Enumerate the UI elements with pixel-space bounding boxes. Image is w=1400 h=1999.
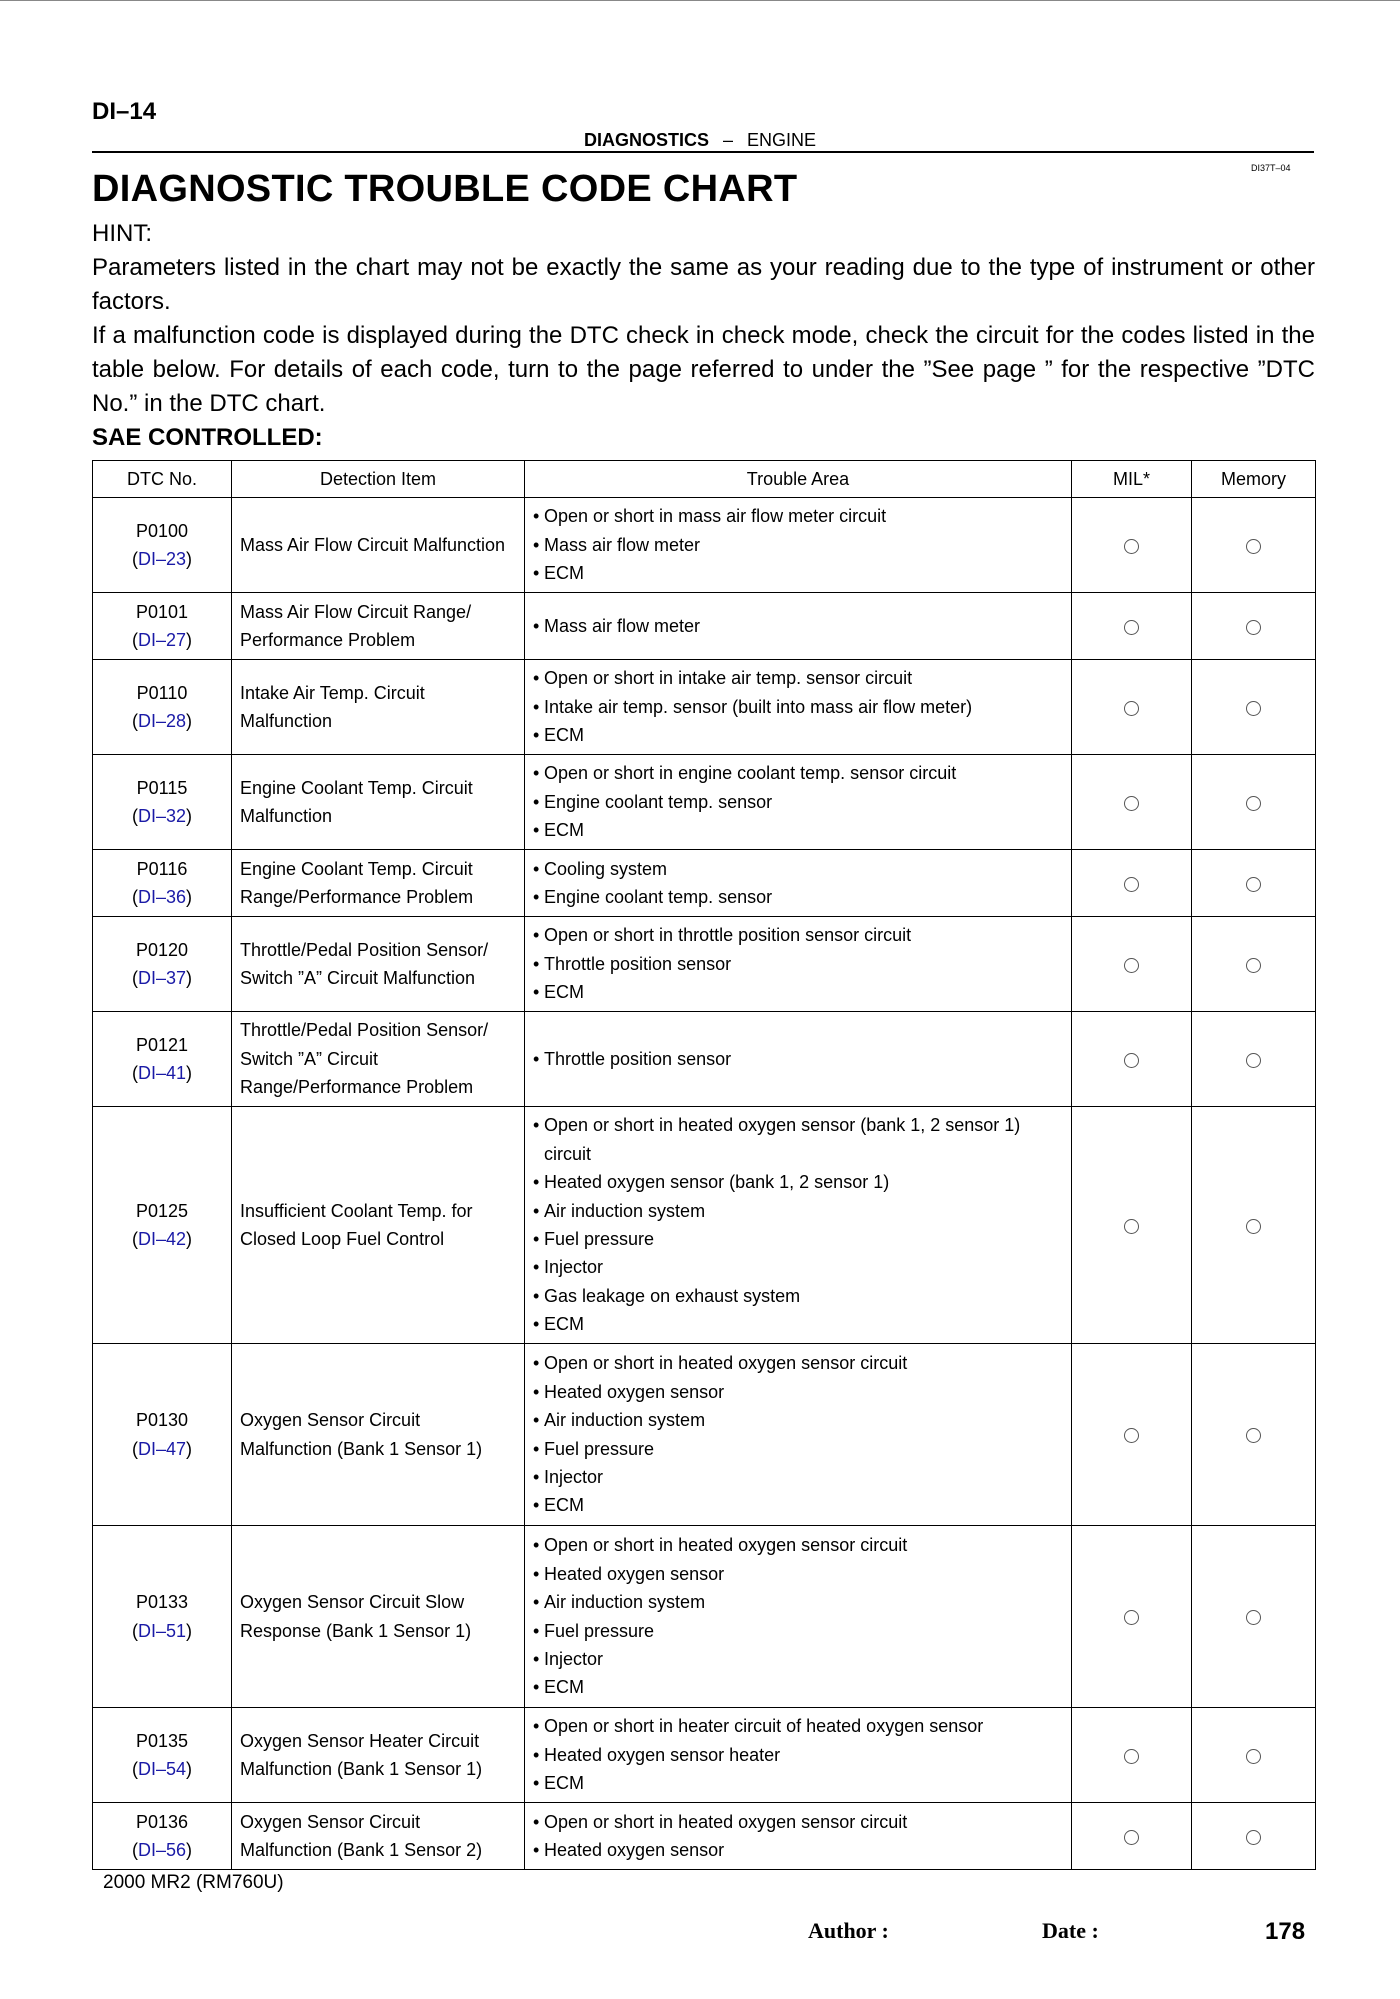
memory-cell [1192, 593, 1316, 660]
page-reference-link[interactable]: DI–54 [137, 1759, 187, 1779]
trouble-area-item: • Open or short in intake air temp. sensor circuit [531, 664, 1065, 692]
dtc-code-cell [93, 1107, 232, 1344]
trouble-area-cell [525, 1107, 1072, 1344]
mil-cell [1072, 850, 1192, 917]
mil-cell [1072, 1107, 1192, 1344]
trouble-area-cell [525, 917, 1072, 1012]
dtc-table [92, 460, 1316, 1870]
trouble-area-list [531, 1045, 1065, 1073]
subsection-title: ENGINE [747, 130, 817, 150]
trouble-area-item: • Gas leakage on exhaust system [531, 1282, 1065, 1310]
header-rule [92, 151, 1314, 153]
memory-circle-icon [1246, 1428, 1261, 1443]
trouble-area-list [531, 612, 1065, 640]
memory-circle-icon [1246, 620, 1261, 635]
detection-item: Throttle/Pedal Position Sensor/ Switch ”A” Circuit Malfunction [232, 917, 525, 1012]
trouble-area-item: • Injector [531, 1463, 1065, 1491]
trouble-area-list [531, 1349, 1065, 1519]
trouble-area-item: • ECM [531, 978, 1065, 1006]
mil-circle-icon [1124, 877, 1139, 892]
page-reference-link[interactable]: DI–56 [137, 1840, 187, 1860]
table-row [93, 755, 1316, 850]
trouble-area-item: • Air induction system [531, 1406, 1065, 1434]
dtc-code-cell [93, 498, 232, 593]
memory-cell [1192, 1344, 1316, 1526]
trouble-area-item: • Air induction system [531, 1197, 1065, 1225]
mil-cell [1072, 917, 1192, 1012]
dtc-code: P0133 [135, 1592, 189, 1613]
mil-cell [1072, 1708, 1192, 1803]
header-trouble-area: Trouble Area [525, 461, 1072, 498]
detection-item: Mass Air Flow Circuit Malfunction [232, 498, 525, 593]
trouble-area-cell [525, 1344, 1072, 1526]
page-reference-link[interactable]: DI–28 [137, 711, 187, 731]
trouble-area-item: • ECM [531, 1769, 1065, 1797]
mil-circle-icon [1124, 1428, 1139, 1443]
trouble-area-list [531, 1111, 1065, 1338]
header-memory: Memory [1192, 461, 1316, 498]
table-row [93, 1107, 1316, 1344]
trouble-area-item: • Open or short in mass air flow meter circuit [531, 502, 1065, 530]
dtc-code: P0101 [135, 601, 189, 622]
dtc-code: P0116 [136, 858, 188, 879]
trouble-area-item: • ECM [531, 1491, 1065, 1519]
trouble-area-item: • Fuel pressure [531, 1617, 1065, 1645]
footer-model: 2000 MR2 (RM760U) [103, 1872, 284, 1893]
memory-circle-icon [1246, 958, 1261, 973]
memory-circle-icon [1246, 539, 1261, 554]
top-border-line [0, 0, 1400, 1]
mil-cell [1072, 660, 1192, 755]
page-reference-link[interactable]: DI–23 [137, 549, 187, 569]
trouble-area-item: • Fuel pressure [531, 1435, 1065, 1463]
table-row [93, 593, 1316, 660]
page-reference-link[interactable]: DI–37 [137, 968, 187, 988]
mil-circle-icon [1124, 1749, 1139, 1764]
memory-cell [1192, 850, 1316, 917]
table-row [93, 1803, 1316, 1870]
mil-circle-icon [1124, 701, 1139, 716]
page-number: 178 [1265, 1918, 1306, 1945]
page-reference[interactable]: (DI–32) [131, 806, 193, 826]
mil-circle-icon [1124, 1830, 1139, 1845]
trouble-area-item: • Throttle position sensor [531, 1045, 1065, 1073]
trouble-area-item: • Cooling system [531, 855, 1065, 883]
detection-item: Engine Coolant Temp. Circuit Malfunction [232, 755, 525, 850]
page-reference[interactable]: (DI–37) [131, 968, 193, 988]
header-detection-item: Detection Item [232, 461, 525, 498]
hint-paragraph-2: If a malfunction code is displayed during the DTC check in check mode, check the circuit for the codes listed in the table below. For details of each code, turn to the page referred to under the ”See page ” for the respective ”DTC No.” in the DTC chart. [92, 322, 1315, 417]
mil-cell [1072, 498, 1192, 593]
page-reference[interactable]: (DI–51) [131, 1620, 193, 1641]
trouble-area-list [531, 1808, 1065, 1865]
dtc-code: P0100 [135, 520, 189, 541]
detection-item: Intake Air Temp. Circuit Malfunction [232, 660, 525, 755]
page-reference[interactable]: (DI–42) [131, 1229, 193, 1249]
memory-circle-icon [1246, 1053, 1261, 1068]
page-reference-link[interactable]: DI–47 [137, 1438, 187, 1459]
trouble-area-item: • Heated oxygen sensor heater [531, 1741, 1065, 1769]
memory-cell [1192, 1526, 1316, 1708]
mil-circle-icon [1124, 796, 1139, 811]
page-reference[interactable]: (DI–27) [131, 630, 193, 650]
memory-circle-icon [1246, 1830, 1261, 1845]
trouble-area-cell [525, 1708, 1072, 1803]
page-reference-link[interactable]: DI–36 [137, 887, 187, 907]
trouble-area-item: • Heated oxygen sensor (bank 1, 2 sensor 1) [531, 1168, 1065, 1196]
detection-item: Oxygen Sensor Heater Circuit Malfunction (Bank 1 Sensor 1) [232, 1708, 525, 1803]
intro-text [92, 217, 1315, 455]
mil-circle-icon [1124, 620, 1139, 635]
memory-cell [1192, 1708, 1316, 1803]
trouble-area-item: • ECM [531, 1310, 1065, 1338]
trouble-area-item: • Heated oxygen sensor [531, 1560, 1065, 1588]
memory-cell [1192, 1107, 1316, 1344]
page-reference-link[interactable]: DI–42 [137, 1229, 187, 1249]
memory-circle-icon [1246, 1610, 1261, 1625]
date-label: Date : [1042, 1918, 1099, 1943]
trouble-area-item: • Air induction system [531, 1588, 1065, 1616]
trouble-area-item: • Injector [531, 1253, 1065, 1281]
hint-paragraph-1: Parameters listed in the chart may not be exactly the same as your reading due to the type of instrument or other factors. [92, 254, 1315, 315]
dtc-code-cell [93, 755, 232, 850]
dtc-code-cell [93, 593, 232, 660]
page-reference-link[interactable]: DI–32 [137, 806, 187, 826]
dtc-code-cell [93, 1012, 232, 1107]
dtc-code-cell [93, 1344, 232, 1526]
memory-cell [1192, 498, 1316, 593]
memory-circle-icon [1246, 1219, 1261, 1234]
page-reference[interactable]: (DI–23) [131, 549, 193, 569]
mil-circle-icon [1124, 1053, 1139, 1068]
trouble-area-item: • Injector [531, 1645, 1065, 1673]
trouble-area-item: • Open or short in heated oxygen sensor circuit [531, 1349, 1065, 1377]
trouble-area-list [531, 664, 1065, 749]
trouble-area-item: • Throttle position sensor [531, 950, 1065, 978]
section-title: DIAGNOSTICS [583, 130, 709, 150]
detection-item: Throttle/Pedal Position Sensor/ Switch ”A” Circuit Range/Performance Problem [232, 1012, 525, 1107]
header-dtc-no: DTC No. [93, 461, 232, 498]
memory-circle-icon [1246, 796, 1261, 811]
detection-item: Oxygen Sensor Circuit Malfunction (Bank 1 Sensor 1) [232, 1344, 525, 1526]
trouble-area-item: • ECM [531, 1673, 1065, 1701]
mil-cell [1072, 593, 1192, 660]
trouble-area-cell [525, 850, 1072, 917]
trouble-area-item: • Fuel pressure [531, 1225, 1065, 1253]
table-row [93, 1012, 1316, 1107]
page-reference-link[interactable]: DI–27 [137, 630, 187, 650]
page-title: DIAGNOSTIC TROUBLE CODE CHART [92, 168, 798, 210]
mil-circle-icon [1124, 539, 1139, 554]
trouble-area-item: • Open or short in heated oxygen sensor circuit [531, 1808, 1065, 1836]
mil-cell [1072, 1803, 1192, 1870]
mil-circle-icon [1124, 1219, 1139, 1234]
trouble-area-item: • Open or short in heated oxygen sensor circuit [531, 1531, 1065, 1559]
trouble-area-list [531, 1712, 1065, 1797]
memory-cell [1192, 917, 1316, 1012]
trouble-area-item: • Heated oxygen sensor [531, 1836, 1065, 1864]
page-reference[interactable]: (DI–47) [131, 1438, 193, 1459]
page-reference[interactable]: (DI–41) [131, 1063, 193, 1083]
dtc-code: P0115 [136, 777, 188, 798]
memory-circle-icon [1246, 877, 1261, 892]
dtc-code: P0120 [135, 939, 189, 960]
trouble-area-item: • Engine coolant temp. sensor [531, 788, 1065, 816]
page-reference[interactable]: (DI–54) [131, 1759, 193, 1779]
dtc-code: P0135 [135, 1730, 189, 1751]
memory-cell [1192, 755, 1316, 850]
page-reference[interactable]: (DI–28) [131, 711, 193, 731]
trouble-area-list [531, 921, 1065, 1006]
page-reference-link[interactable]: DI–41 [137, 1063, 187, 1083]
mil-cell [1072, 1526, 1192, 1708]
dtc-code-cell [93, 1708, 232, 1803]
page-reference[interactable]: (DI–36) [131, 887, 193, 907]
trouble-area-item: • Open or short in throttle position sensor circuit [531, 921, 1065, 949]
mil-circle-icon [1124, 1610, 1139, 1625]
memory-cell [1192, 1012, 1316, 1107]
trouble-area-list [531, 502, 1065, 587]
trouble-area-item: • Open or short in heated oxygen sensor (bank 1, 2 sensor 1) circuit [531, 1111, 1065, 1168]
trouble-area-item: • Mass air flow meter [531, 531, 1065, 559]
author-label: Author : [808, 1918, 889, 1943]
table-row [93, 1344, 1316, 1526]
memory-circle-icon [1246, 701, 1261, 716]
page-reference-link[interactable]: DI–51 [137, 1620, 187, 1641]
trouble-area-list [531, 855, 1065, 912]
memory-cell [1192, 660, 1316, 755]
detection-item: Mass Air Flow Circuit Range/ Performance Problem [232, 593, 525, 660]
table-row [93, 917, 1316, 1012]
page-id: DI–14 [92, 98, 157, 125]
dtc-code-cell [93, 1803, 232, 1870]
dtc-code: P0121 [135, 1034, 189, 1055]
section-subheading: SAE CONTROLLED: [92, 424, 323, 451]
dtc-code-cell [93, 917, 232, 1012]
trouble-area-item: • ECM [531, 559, 1065, 587]
dtc-code: P0110 [136, 682, 188, 703]
trouble-area-cell [525, 660, 1072, 755]
table-row [93, 1708, 1316, 1803]
trouble-area-list [531, 1531, 1065, 1701]
table-row [93, 1526, 1316, 1708]
detection-item: Oxygen Sensor Circuit Malfunction (Bank 1 Sensor 2) [232, 1803, 525, 1870]
trouble-area-item: • Open or short in engine coolant temp. sensor circuit [531, 759, 1065, 787]
memory-cell [1192, 1803, 1316, 1870]
trouble-area-item: • Intake air temp. sensor (built into mass air flow meter) [531, 693, 1065, 721]
dtc-code-cell [93, 660, 232, 755]
memory-circle-icon [1246, 1749, 1261, 1764]
trouble-area-item: • ECM [531, 721, 1065, 749]
page-reference[interactable]: (DI–56) [131, 1840, 193, 1860]
table-row [93, 660, 1316, 755]
dtc-code-cell [93, 1526, 232, 1708]
trouble-area-item: • Heated oxygen sensor [531, 1378, 1065, 1406]
document-code: DI37T–04 [1251, 163, 1291, 173]
trouble-area-cell [525, 1012, 1072, 1107]
detection-item: Engine Coolant Temp. Circuit Range/Performance Problem [232, 850, 525, 917]
table-body [93, 498, 1316, 1870]
mil-circle-icon [1124, 958, 1139, 973]
trouble-area-cell [525, 498, 1072, 593]
detection-item: Insufficient Coolant Temp. for Closed Loop Fuel Control [232, 1107, 525, 1344]
trouble-area-item: • ECM [531, 816, 1065, 844]
mil-cell [1072, 755, 1192, 850]
dtc-code: P0125 [135, 1200, 189, 1221]
dtc-code: P0136 [135, 1811, 189, 1832]
trouble-area-cell [525, 1526, 1072, 1708]
detection-item: Oxygen Sensor Circuit Slow Response (Bank 1 Sensor 1) [232, 1526, 525, 1708]
trouble-area-cell [525, 1803, 1072, 1870]
table-row [93, 498, 1316, 593]
table-header-row [93, 461, 1316, 498]
trouble-area-cell [525, 755, 1072, 850]
dtc-code-cell [93, 850, 232, 917]
header-separator: – [722, 130, 733, 150]
mil-cell [1072, 1344, 1192, 1526]
mil-cell [1072, 1012, 1192, 1107]
trouble-area-list [531, 759, 1065, 844]
table-row [93, 850, 1316, 917]
trouble-area-item: • Open or short in heater circuit of heated oxygen sensor [531, 1712, 1065, 1740]
hint-label: HINT: [92, 220, 152, 247]
header-mil: MIL* [1072, 461, 1192, 498]
trouble-area-item: • Engine coolant temp. sensor [531, 883, 1065, 911]
running-header [0, 130, 1400, 151]
trouble-area-item: • Mass air flow meter [531, 612, 1065, 640]
dtc-code: P0130 [135, 1410, 189, 1431]
trouble-area-cell [525, 593, 1072, 660]
